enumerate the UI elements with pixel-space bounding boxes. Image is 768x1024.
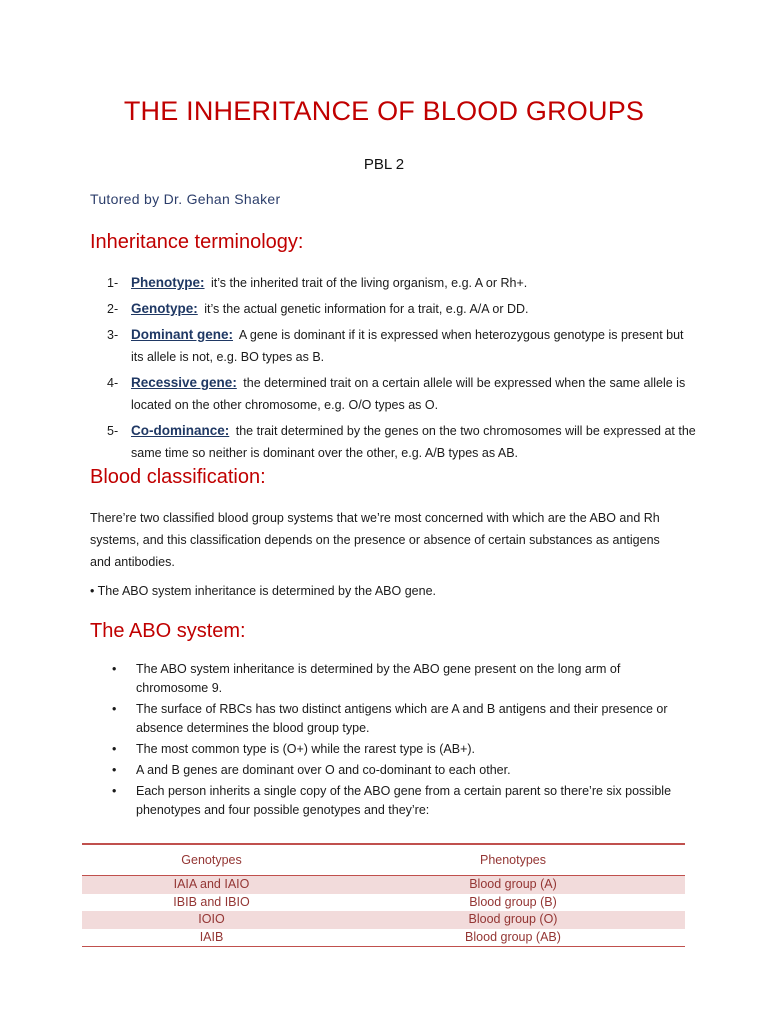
- classification-paragraph: There’re two classified blood group systems that we’re most concerned with which are the ABO and Rh systems, and this classification depends on the presence or absence of certain substances as antigens and antibodies.: [90, 511, 660, 569]
- item-number: 2-: [107, 302, 119, 316]
- term-keyword: Co-dominance:: [131, 423, 230, 438]
- document-subtitle: PBL 2: [363, 156, 405, 173]
- term-keyword: Genotype:: [131, 301, 198, 316]
- document-title: THE INHERITANCE OF BLOOD GROUPS: [123, 96, 645, 126]
- phenotype-cell: Blood group (A): [469, 877, 557, 891]
- bullet-marker: •: [112, 702, 117, 716]
- bullet-text: A and B genes are dominant over O and co-dominant to each other.: [136, 763, 511, 777]
- list-item: [107, 372, 697, 416]
- list-item: [107, 324, 697, 368]
- classification-note: • The ABO system inheritance is determined by the ABO gene.: [90, 584, 436, 598]
- bullet-text: The most common type is (O+) while the rarest type is (AB+).: [136, 742, 476, 756]
- tutor-line: Tutored by Dr. Gehan Shaker: [90, 191, 281, 207]
- term-definition: the trait determined by the genes on the two chromosomes will be expressed at the same time so neither is dominant over the other, e.g. A/B types as AB.: [131, 424, 696, 460]
- item-number: 4-: [107, 376, 119, 390]
- item-number: 1-: [107, 276, 119, 290]
- term-definition: it’s the actual genetic information for a trait, e.g. A/A or DD.: [204, 302, 529, 316]
- abo-bullet-list: [110, 660, 685, 822]
- item-number: 5-: [107, 424, 119, 438]
- term-keyword: Dominant gene:: [131, 327, 234, 342]
- terminology-heading: Inheritance terminology:: [90, 231, 304, 253]
- bullet-marker: •: [112, 784, 117, 798]
- column-header-genotypes: Genotypes: [181, 853, 242, 867]
- genotype-cell: IOIO: [198, 912, 225, 926]
- term-keyword: Phenotype:: [131, 275, 205, 290]
- phenotype-cell: Blood group (B): [469, 894, 557, 909]
- bullet-marker: •: [112, 763, 117, 777]
- table-header-row: [82, 845, 685, 875]
- term-definition: it’s the inherited trait of the living organism, e.g. A or Rh+.: [211, 276, 528, 290]
- list-item: [107, 272, 697, 294]
- list-item: [107, 298, 697, 320]
- item-number: 3-: [107, 328, 119, 342]
- list-item: [110, 782, 685, 820]
- terminology-list: [107, 272, 697, 468]
- genotype-cell: IAIB: [199, 929, 224, 944]
- bullet-text: The surface of RBCs has two distinct antigens which are A and B antigens and their presence or absence determines the blood group type.: [136, 702, 668, 735]
- column-header-phenotypes: Phenotypes: [479, 853, 547, 867]
- table-row: [82, 911, 685, 929]
- table-row: [82, 929, 685, 947]
- bullet-marker: •: [112, 662, 117, 676]
- list-item: [110, 761, 685, 780]
- abo-heading: The ABO system:: [90, 620, 246, 642]
- bullet-marker: •: [112, 742, 117, 756]
- genotype-cell: IBIB and IBIO: [173, 894, 250, 909]
- term-keyword: Recessive gene:: [131, 375, 237, 390]
- list-item: [107, 420, 697, 464]
- bullet-text: Each person inherits a single copy of the ABO gene from a certain parent so there’re six possible phenotypes and four possible genotypes and they’re:: [136, 784, 672, 817]
- classification-heading: Blood classification:: [90, 466, 266, 488]
- genotype-cell: IAIA and IAIO: [173, 877, 250, 891]
- phenotype-cell: Blood group (O): [468, 912, 558, 926]
- genotype-phenotype-table: [82, 843, 685, 947]
- term-definition: A gene is dominant if it is expressed when heterozygous genotype is present but its allele is not, e.g. BO types as B.: [131, 328, 684, 364]
- term-definition: the determined trait on a certain allele will be expressed when the same allele is located on the other chromosome, e.g. O/O types as O.: [131, 376, 686, 412]
- list-item: [110, 660, 685, 698]
- bullet-text: The ABO system inheritance is determined by the ABO gene present on the long arm of chromosome 9.: [136, 662, 621, 695]
- phenotype-cell: Blood group (AB): [465, 929, 561, 944]
- list-item: [110, 700, 685, 738]
- table-row: [82, 876, 685, 894]
- table-bottom-rule: [82, 946, 685, 947]
- table-row: [82, 894, 685, 912]
- list-item: [110, 740, 685, 759]
